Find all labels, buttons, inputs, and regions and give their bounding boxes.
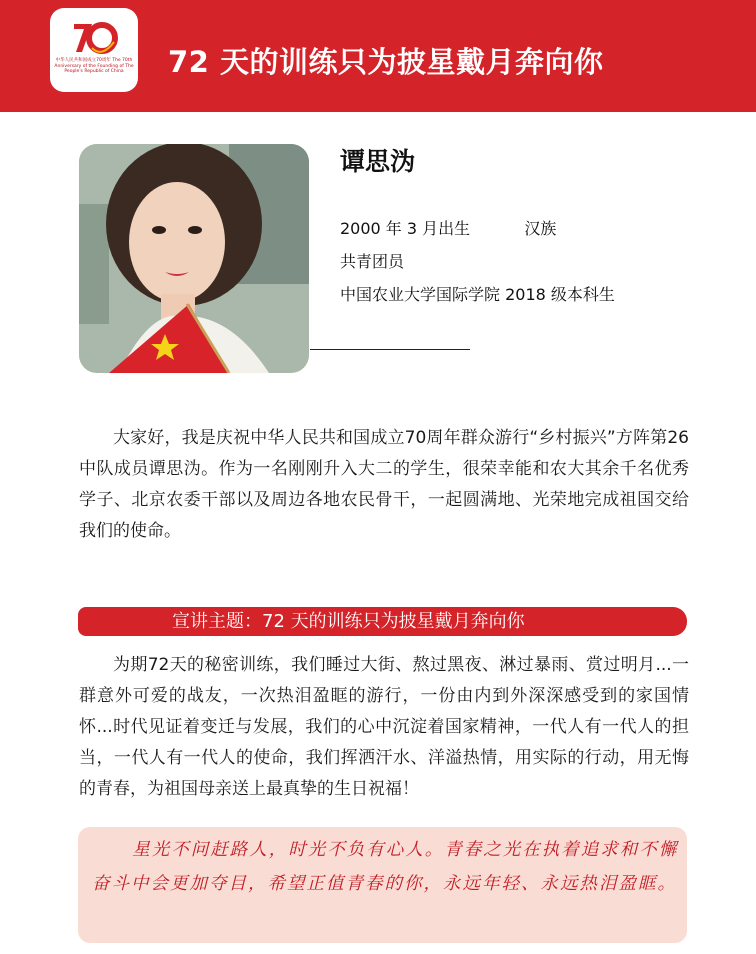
header-banner bbox=[0, 0, 756, 112]
political-status: 共青团员 bbox=[340, 252, 405, 271]
birth-date: 2000 年 3 月出生 bbox=[340, 219, 471, 238]
body-paragraph: 为期72天的秘密训练，我们睡过大街、熬过黑夜、淋过暴雨、赏过明月...一群意外可爱的战友，一次热泪盈眶的游行，一份由内到外深深感受到的家国情怀...时代见证着变迁与发展，我们的心中沉淀着国家精神，一代人有一代人的担当，一代人有一代人的使命，我们挥洒汗水、洋溢热情，用实际的行动，用无悔的青春，为祖国母亲送上最真挚的生日祝福！ bbox=[79, 655, 689, 799]
school-info: 中国农业大学国际学院 2018 级本科生 bbox=[340, 285, 615, 304]
profile-photo bbox=[79, 144, 309, 373]
person-name: 谭思沩 bbox=[340, 147, 416, 176]
portrait-image bbox=[79, 144, 309, 373]
page-title: 72 天的训练只为披星戴月奔向你 bbox=[168, 45, 604, 79]
topic-banner bbox=[78, 607, 687, 636]
ethnicity: 汉族 bbox=[524, 219, 557, 238]
intro-paragraph: 大家好，我是庆祝中华人民共和国成立70周年群众游行“乡村振兴”方阵第26中队成员谭思沩。作为一名刚刚升入大二的学生，很荣幸能和农大其余千名优秀学子、北京农委干部以及周边各地农民骨干，一起圆满地、光荣地完成祖国交给我们的使命。 bbox=[79, 428, 689, 541]
profile-divider bbox=[310, 349, 470, 350]
quote-box bbox=[78, 827, 687, 943]
anniversary-70-logo-icon bbox=[70, 18, 118, 58]
quote-text: 星光不问赶路人，时光不负有心人。青春之光在执着追求和不懈奋斗中会更加夺目，希望正值青春的你，永远年轻、永远热泪盈眶。 bbox=[92, 840, 679, 894]
birth-ethnicity-line bbox=[340, 218, 556, 240]
anniversary-logo bbox=[50, 8, 138, 92]
topic-label: 宣讲主题：72 天的训练只为披星戴月奔向你 bbox=[172, 611, 525, 632]
logo-caption: 中华人民共和国成立70周年 The 70th Anniversary of the Founding of The People's Republic of China bbox=[54, 58, 134, 74]
